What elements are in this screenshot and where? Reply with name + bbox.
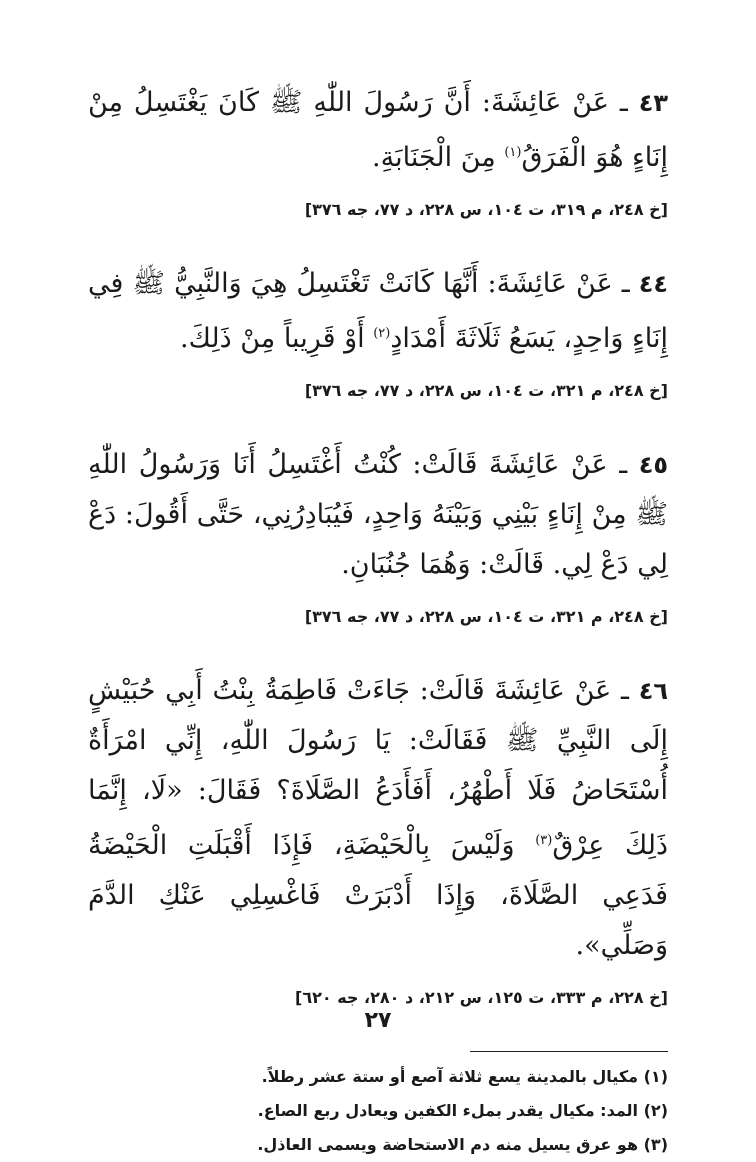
hadith-text bbox=[88, 259, 668, 364]
footnotes-list bbox=[88, 1060, 668, 1162]
hadith-46 bbox=[88, 666, 668, 1011]
source-reference: [خ ٢٤٨، م ٣٢١، ت ١٠٤، س ٢٢٨، د ٧٧، جه ٣٧٦] bbox=[304, 381, 668, 400]
source-reference: [خ ٢٢٨، م ٣٣٣، ت ١٢٥، س ٢١٢، د ٢٨٠، جه ٦٢٠] bbox=[295, 988, 668, 1007]
footnote-mark[interactable]: (٣) bbox=[535, 833, 553, 848]
hadith-45 bbox=[88, 440, 668, 630]
hadith-number: ٤٤ bbox=[638, 270, 668, 298]
hadith-body: عَنْ عَائِشَةَ قَالَتْ: جَاءَتْ فَاطِمَةُ بِنْتُ أَبِي حُبَيْشٍ إِلَى النَّبِيِّ ﷺ فَقَالَتْ: يَا رَسُولَ اللّٰهِ، إِنِّي امْرَأَةٌ أُسْتَحَاضُ فَلَا أَطْهُرُ، أَفَأَدَعُ الصَّلَاةَ؟ فَقَالَ: «لَا، إِنَّمَا ذَلِكَ عِرْقٌ bbox=[88, 675, 668, 861]
dash: ـ bbox=[621, 268, 630, 299]
hadith-44 bbox=[88, 259, 668, 404]
footnote-mark[interactable]: (٢) bbox=[373, 326, 391, 341]
dash: ـ bbox=[621, 675, 629, 706]
hadith-body: عَنْ عَائِشَةَ: أَنَّهَا كَانَتْ تَغْتَسِلُ هِيَ وَالنَّبِيُّ ﷺ فِي إِنَاءٍ وَاحِدٍ، يَسَعُ ثَلَاثَةَ أَمْدَادٍ bbox=[88, 268, 668, 354]
source-reference: [خ ٢٤٨، م ٣١٩، ت ١٠٤، س ٢٢٨، د ٧٧، جه ٣٧٦] bbox=[304, 200, 668, 219]
hadith-body-cont: مِنَ الْجَنَابَةِ. bbox=[372, 142, 505, 173]
hadith-body: عَنْ عَائِشَةَ: أَنَّ رَسُولَ اللّٰهِ ﷺ كَانَ يَغْتَسِلُ مِنْ إِنَاءٍ هُوَ الْفَرَقُ bbox=[88, 87, 668, 173]
source-reference: [خ ٢٤٨، م ٣٢١، ت ١٠٤، س ٢٢٨، د ٧٧، جه ٣٧٦] bbox=[304, 607, 668, 626]
footnote-2: (٢) المد: مكيال يقدر بملء الكفين ويعادل ربع الصاع. bbox=[257, 1101, 668, 1120]
hadith-43 bbox=[88, 78, 668, 223]
hadith-text bbox=[88, 78, 668, 183]
hadith-number: ٤٦ bbox=[638, 677, 668, 705]
page-number: ٢٧ bbox=[364, 1008, 392, 1033]
hadith-text bbox=[88, 666, 668, 971]
hadith-body-cont: أَوْ قَرِيباً مِنْ ذَلِكَ. bbox=[180, 323, 374, 354]
hadith-body: عَنْ عَائِشَةَ قَالَتْ: كُنْتُ أَغْتَسِلُ أَنَا وَرَسُولُ اللّٰهِ ﷺ مِنْ إِنَاءٍ بَيْنِي وَبَيْنَهُ وَاحِدٍ، فَيُبَادِرُنِي، حَتَّى أَقُولَ: دَعْ لِي دَعْ لِي. قَالَتْ: وَهُمَا جُنُبَانِ. bbox=[88, 449, 668, 580]
footnote-divider bbox=[470, 1051, 668, 1052]
footnote-1: (١) مكيال بالمدينة يسع ثلاثة آصع أو ستة عشر رطلاً. bbox=[261, 1067, 668, 1086]
dash: ـ bbox=[619, 87, 628, 118]
dash: ـ bbox=[619, 449, 628, 480]
footnote-mark[interactable]: (١) bbox=[504, 145, 522, 160]
hadith-number: ٤٣ bbox=[638, 89, 668, 117]
page-body bbox=[88, 78, 668, 1162]
hadith-body-cont: وَلَيْسَ بِالْحَيْضَةِ، فَإِذَا أَقْبَلَتِ الْحَيْضَةُ فَدَعِي الصَّلَاةَ، وَإِذَا أَدْبَرَتْ فَاغْسِلِي عَنْكِ الدَّمَ وَصَلِّي». bbox=[88, 830, 668, 961]
hadith-text bbox=[88, 440, 668, 590]
hadith-number: ٤٥ bbox=[638, 451, 668, 479]
footnote-3: (٣) هو عرق يسيل منه دم الاستحاضة ويسمى العاذل. bbox=[257, 1135, 668, 1154]
